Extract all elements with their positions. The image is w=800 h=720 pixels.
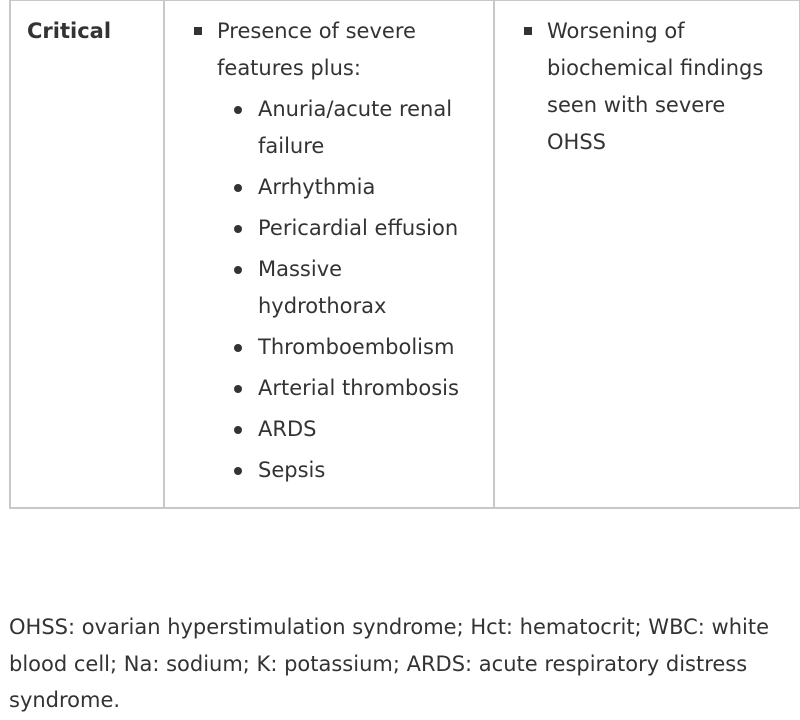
list-item <box>217 210 477 247</box>
list-item <box>217 370 477 407</box>
laboratory-findings-cell <box>494 0 800 508</box>
round-bullet-icon <box>234 266 242 274</box>
round-bullet-icon <box>234 385 242 393</box>
table-footnote: OHSS: ovarian hyperstimulation syndrome; Hct: hematocrit; WBC: white blood cell; Na: sodium; K: potassium; ARDS: acute respiratory distress syndrome. <box>9 615 769 712</box>
clinical-sublist <box>217 91 477 489</box>
feature-text: Sepsis <box>258 458 326 482</box>
list-item <box>217 411 477 448</box>
round-bullet-icon <box>234 467 242 475</box>
square-bullet-icon <box>194 27 202 35</box>
feature-text: Arterial thrombosis <box>258 376 459 400</box>
clinical-features-cell <box>164 0 494 508</box>
square-bullet-icon <box>524 27 532 35</box>
round-bullet-icon <box>234 106 242 114</box>
list-item <box>217 329 477 366</box>
round-bullet-icon <box>234 344 242 352</box>
ohss-classification-table-container <box>9 0 799 509</box>
laboratory-findings-list <box>511 13 783 161</box>
laboratory-finding-text: Worsening of biochemical findings seen with severe OHSS <box>547 19 764 154</box>
list-item <box>217 91 477 165</box>
list-item <box>217 169 477 206</box>
clinical-intro-text: Presence of severe features plus: <box>217 19 416 80</box>
grade-label: Critical <box>27 19 112 43</box>
feature-text: Massive hydrothorax <box>258 257 387 318</box>
clinical-features-list <box>181 13 477 489</box>
list-item <box>511 13 783 161</box>
feature-text: Thromboembolism <box>258 335 455 359</box>
list-item <box>181 13 477 489</box>
feature-text: ARDS <box>258 417 317 441</box>
round-bullet-icon <box>234 426 242 434</box>
round-bullet-icon <box>234 184 242 192</box>
list-item <box>217 452 477 489</box>
feature-text: Anuria/acute renal failure <box>258 97 453 158</box>
table-row-critical <box>10 0 800 508</box>
list-item <box>217 251 477 325</box>
feature-text: Pericardial effusion <box>258 216 459 240</box>
round-bullet-icon <box>234 225 242 233</box>
feature-text: Arrhythmia <box>258 175 376 199</box>
grade-cell <box>10 0 164 508</box>
ohss-classification-table <box>9 0 800 509</box>
